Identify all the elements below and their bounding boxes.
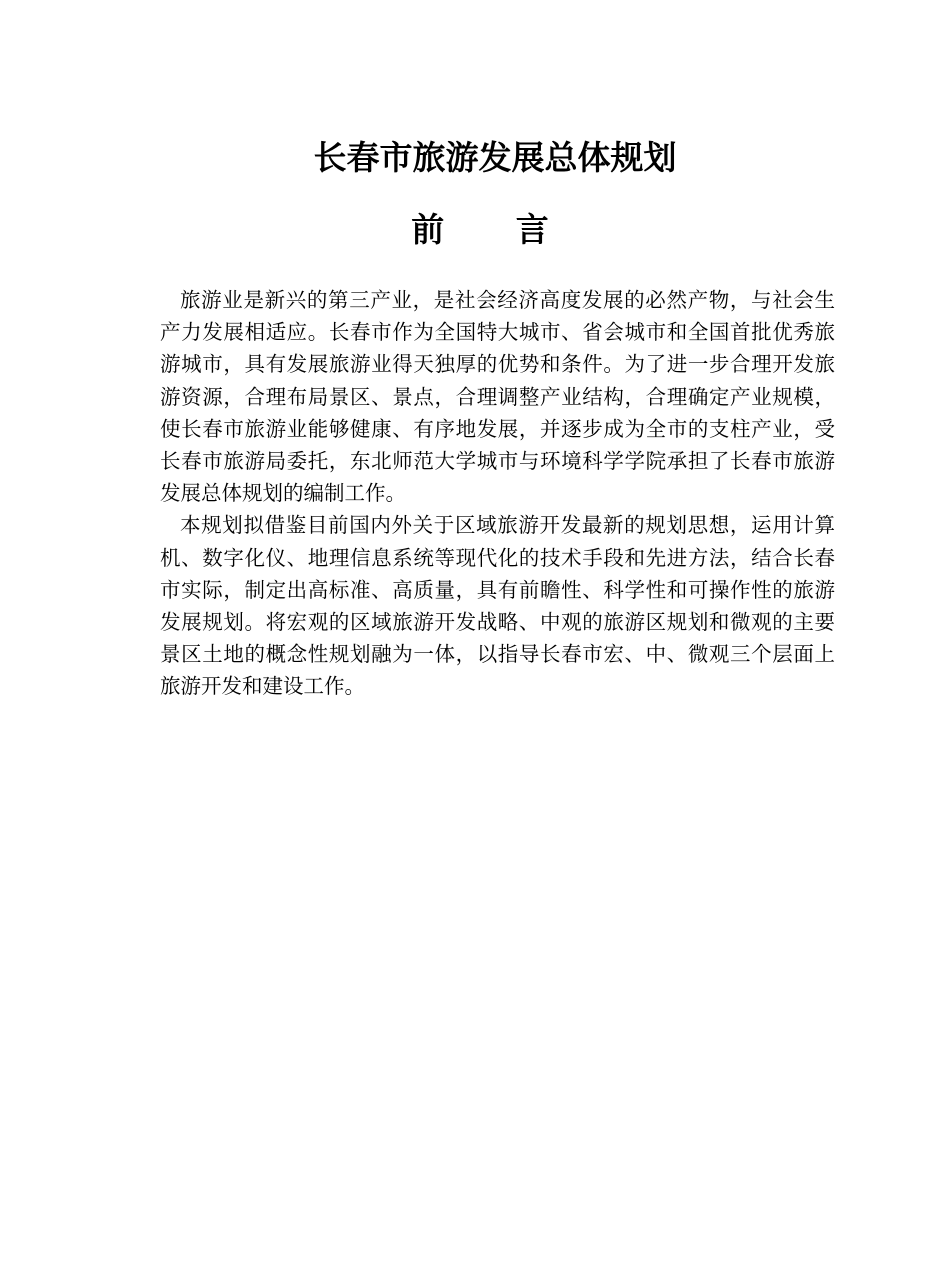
document-title: 长春市旅游发展总体规划 [313,138,677,177]
section-heading: 前 言 [411,210,579,249]
paragraph: 旅游业是新兴的第三产业，是社会经济高度发展的必然产物，与社会生产力发展相适应。长春市作为全国特大城市、省会城市和全国首批优秀旅游城市，具有发展旅游业得天独厚的优势和条件。为了进一步合理开发旅游资源，合理布局景区、景点，合理调整产业结构，合理确定产业规模，使长春市旅游业能够健康、有序地发展，并逐步成为全市的支柱产业，受长春市旅游局委托，东北师范大学城市与环境科学学院承担了长春市旅游发展总体规划的编制工作。 [160,288,835,506]
document-body [160,284,835,703]
paragraph: 本规划拟借鉴目前国内外关于区域旅游开发最新的规划思想，运用计算机、数字化仪、地理信息系统等现代化的技术手段和先进方法，结合长春市实际，制定出高标准、高质量，具有前瞻性、科学性和可操作性的旅游发展规划。将宏观的区域旅游开发战略、中观的旅游区规划和微观的主要景区土地的概念性规划融为一体，以指导长春市宏、中、微观三个层面上旅游开发和建设工作。 [160,513,835,699]
